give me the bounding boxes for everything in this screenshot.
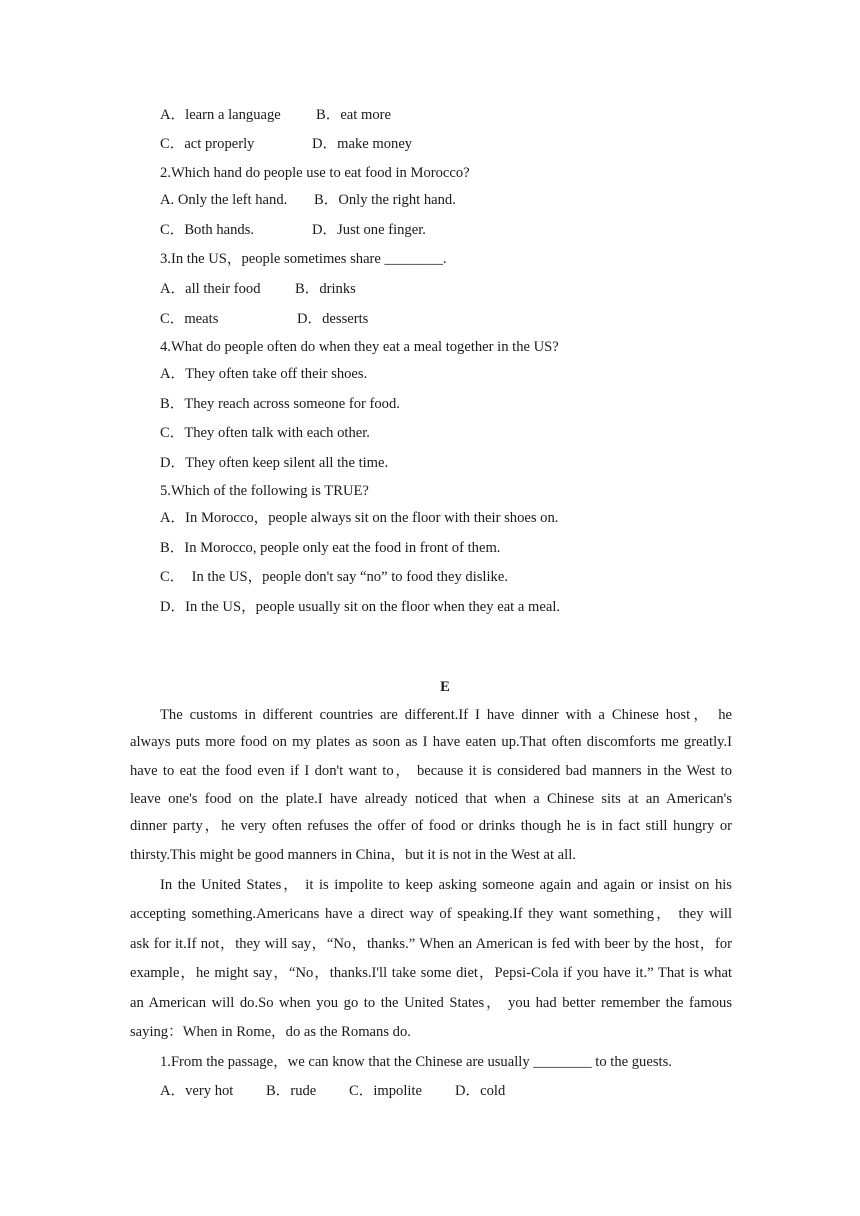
q1-option-d: D．make money xyxy=(312,136,413,152)
paragraph-1-line: The customs in different countries are different.If I have dinner with a Chinese host， he xyxy=(160,707,732,723)
paragraph-1-line: always puts more food on my plates as soon as I have eaten up.That often discomforts me greatly.I xyxy=(130,734,732,750)
e-q1-option-b: B．rude xyxy=(266,1083,317,1099)
e-question-1-text: 1.From the passage，we can know that the Chinese are usually ________ to the guests. xyxy=(160,1054,672,1070)
paragraph-1-line: leave one's food on the plate.I have already noticed that when a Chinese sits at an American's xyxy=(130,791,732,807)
q5-option-d: D．In the US，people usually sit on the floor when they eat a meal. xyxy=(160,599,561,615)
paragraph-2-line: example，he might say，“No，thanks.I'll take some diet，Pepsi-Cola if you have it.” That is what xyxy=(130,965,732,981)
q1-option-b: B．eat more xyxy=(316,107,391,123)
q2-option-a: A. Only the left hand. xyxy=(160,192,288,208)
paragraph-1-line: dinner party，he very often refuses the offer of food or drinks though he is in fact still hungry or xyxy=(130,818,732,834)
e-q1-option-d: D．cold xyxy=(455,1083,506,1099)
q4-option-d: D．They often keep silent all the time. xyxy=(160,455,389,471)
q5-option-a: A．In Morocco，people always sit on the floor with their shoes on. xyxy=(160,510,559,526)
paragraph-2-line: saying：When in Rome，do as the Romans do. xyxy=(130,1024,411,1040)
q3-option-b: B．drinks xyxy=(295,281,356,297)
q4-option-c: C．They often talk with each other. xyxy=(160,425,370,441)
question-2-text: 2.Which hand do people use to eat food in Morocco? xyxy=(160,165,470,181)
q3-option-d: D．desserts xyxy=(297,311,369,327)
q5-option-b: B．In Morocco, people only eat the food in front of them. xyxy=(160,540,501,556)
q4-option-b: B．They reach across someone for food. xyxy=(160,396,400,412)
paragraph-1-line: thirsty.This might be good manners in China，but it is not in the West at all. xyxy=(130,847,576,863)
question-4-text: 4.What do people often do when they eat a meal together in the US? xyxy=(160,339,559,355)
paragraph-2-line: In the United States， it is impolite to keep asking someone again and again or insist on his xyxy=(160,877,732,893)
q1-option-a: A．learn a language xyxy=(160,107,281,123)
q5-option-c: C． In the US，people don't say “no” to food they dislike. xyxy=(160,569,508,585)
question-3-text: 3.In the US，people sometimes share ________. xyxy=(160,251,447,267)
question-5-text: 5.Which of the following is TRUE? xyxy=(160,483,369,499)
q2-option-b: B．Only the right hand. xyxy=(314,192,456,208)
section-e-heading: E xyxy=(440,679,450,695)
paragraph-1-line: have to eat the food even if I don't want to， because it is considered bad manners in the West to xyxy=(130,763,732,779)
paragraph-2-line: an American will do.So when you go to the United States， you had better remember the famous xyxy=(130,995,732,1011)
q2-option-c: C．Both hands. xyxy=(160,222,255,238)
q2-option-d: D．Just one finger. xyxy=(312,222,426,238)
q3-option-a: A．all their food xyxy=(160,281,261,297)
e-q1-option-c: C．impolite xyxy=(349,1083,422,1099)
q1-option-c: C．act properly xyxy=(160,136,255,152)
e-q1-option-a: A．very hot xyxy=(160,1083,234,1099)
paragraph-2-line: ask for it.If not，they will say，“No，thanks.” When an American is fed with beer by the host，for xyxy=(130,936,732,952)
paragraph-2-line: accepting something.Americans have a direct way of speaking.If they want something， they will xyxy=(130,906,732,922)
q3-option-c: C．meats xyxy=(160,311,219,327)
q4-option-a: A．They often take off their shoes. xyxy=(160,366,368,382)
